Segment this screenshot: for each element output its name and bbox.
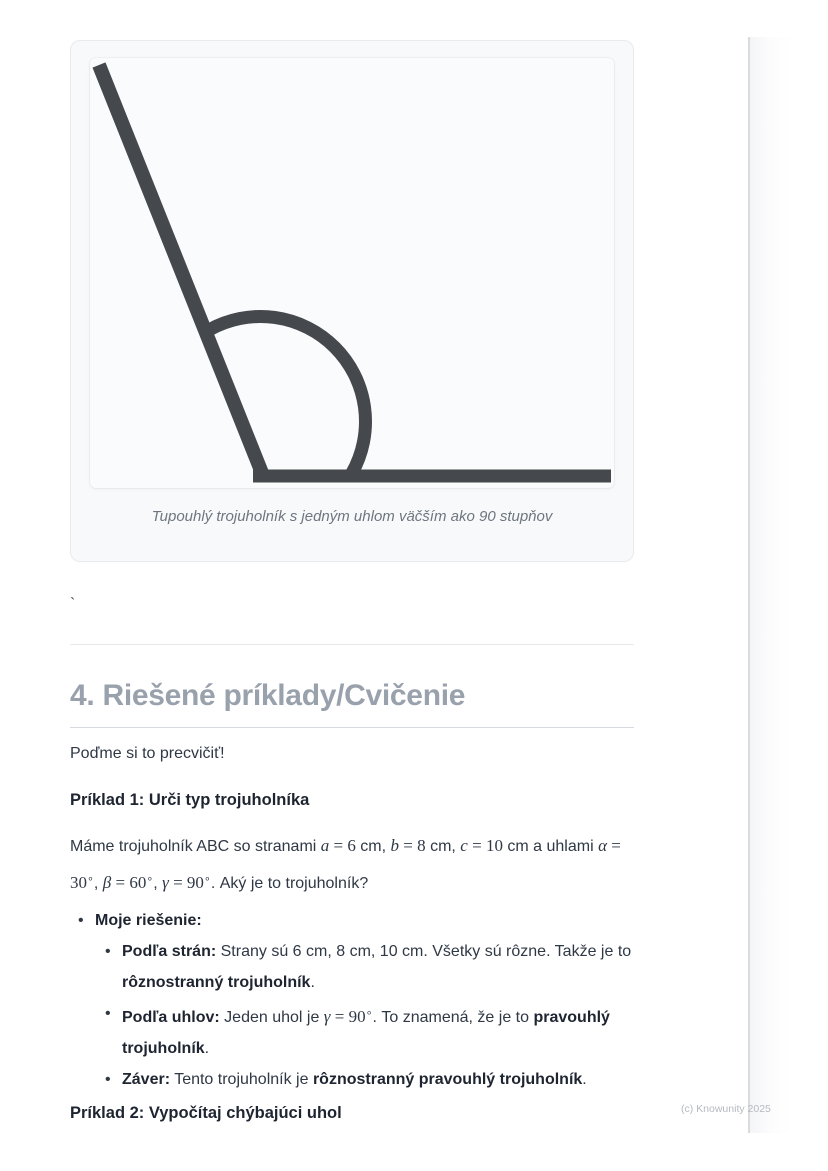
math-var: c	[460, 836, 468, 855]
list-item	[105, 998, 634, 1064]
math-rel: =	[329, 836, 348, 855]
section-intro: Poďme si to precvičiť!	[70, 745, 225, 762]
math-var: α	[598, 836, 608, 855]
text-run: cm,	[425, 838, 461, 855]
text-run: . To znamená, že je to	[372, 1009, 534, 1026]
figure-image	[90, 58, 614, 488]
math-rel: =	[111, 873, 130, 892]
figure-caption: Tupouhlý trojuholník s jedným uhlom väčším ako 90 stupňov	[151, 508, 553, 525]
math-var: a	[320, 836, 330, 855]
math-rel: =	[330, 1007, 349, 1026]
page-edge-line	[748, 37, 750, 1133]
text-run: . Aký je to trojuholník?	[210, 875, 369, 892]
math-var: β	[102, 873, 112, 892]
text-run: Tento trojuholník je	[170, 1071, 313, 1088]
math-rel: =	[607, 836, 621, 855]
figure-card	[70, 40, 634, 562]
text-run: cm,	[355, 838, 391, 855]
page-edge-strip	[750, 37, 792, 1133]
bold-run: Podľa uhlov:	[122, 1009, 220, 1026]
text-run: ,	[93, 875, 103, 892]
copyright-notice: (c) Knowunity 2025	[681, 1103, 771, 1115]
bold-run: Podľa strán:	[122, 943, 217, 960]
solution-label: Moje riešenie:	[95, 912, 202, 929]
text-run: ,	[153, 875, 163, 892]
bullet-icon: •	[105, 943, 111, 960]
bold-run: pravouhlý trojuholník	[122, 1009, 610, 1057]
math-num: 90	[348, 1007, 366, 1026]
example1-title: Príklad 1: Urči typ trojuholníka	[70, 791, 310, 809]
list-item	[105, 936, 634, 998]
math-num: 10	[485, 836, 503, 855]
list-item	[78, 905, 634, 936]
example2-title: Príklad 2: Vypočítaj chýbajúci uhol	[70, 1104, 342, 1122]
bold-run: rôznostranný pravouhlý trojuholník	[312, 1071, 583, 1088]
degree-symbol: ∘	[365, 1007, 373, 1019]
bold-run: rôznostranný trojuholník	[122, 974, 311, 991]
obtuse-angle-figure-icon	[90, 58, 614, 488]
document-page	[70, 0, 634, 1123]
math-rel: =	[168, 873, 187, 892]
degree-symbol: ∘	[203, 873, 211, 885]
bullet-icon: •	[78, 912, 84, 929]
section-heading: 4. Riešené príklady/Cvičenie	[70, 678, 634, 728]
text-run: Jeden uhol je	[219, 1009, 324, 1026]
math-num: 30	[70, 873, 87, 892]
solution-list	[70, 905, 634, 1095]
math-num: 60	[129, 873, 147, 892]
stray-backtick: `	[70, 596, 76, 613]
text-run: cm a uhlami	[502, 838, 599, 855]
math-var: b	[390, 836, 400, 855]
math-rel: =	[399, 836, 418, 855]
math-num: 6	[347, 836, 356, 855]
list-item	[105, 1064, 634, 1095]
math-var: γ	[323, 1007, 331, 1026]
text-run: Strany sú 6 cm, 8 cm, 10 cm. Všetky sú rôzne. Takže je to	[216, 943, 632, 960]
degree-symbol: ∘	[146, 873, 154, 885]
math-num: 8	[417, 836, 426, 855]
bullet-icon: •	[105, 1005, 111, 1022]
text-run: .	[310, 974, 315, 991]
horizontal-divider	[70, 644, 634, 645]
text-run: .	[582, 1071, 587, 1088]
math-num: 90	[186, 873, 204, 892]
text-run: Máme trojuholník ABC so stranami	[70, 838, 321, 855]
math-rel: =	[467, 836, 486, 855]
math-var: γ	[162, 873, 169, 892]
example1-problem	[70, 830, 634, 900]
degree-symbol: ∘	[87, 873, 94, 885]
bold-run: Záver:	[122, 1071, 171, 1088]
text-run: .	[204, 1040, 210, 1057]
bullet-icon: •	[105, 1071, 111, 1088]
